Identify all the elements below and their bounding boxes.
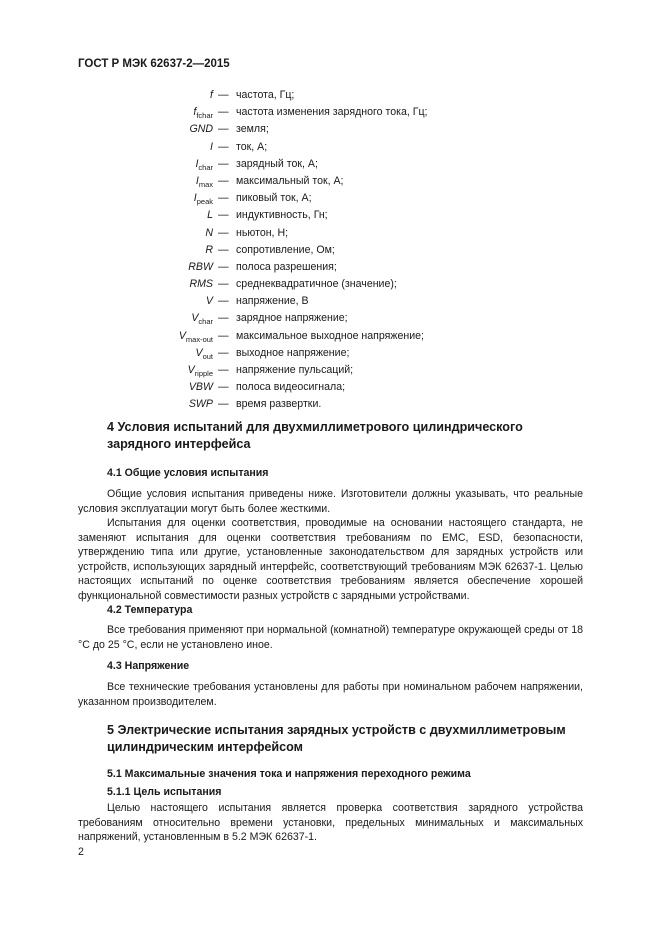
symbol-description: напряжение, В (236, 295, 309, 308)
symbol-description: ньютон, Н; (236, 226, 289, 239)
symbol-row: $I_{peak}$ — пиковый ток, А; (193, 192, 312, 207)
symbol: RBW (188, 260, 213, 273)
symbol: $V_{ripple}$ (187, 364, 213, 378)
symbol-row: L — индуктивность, Гн; (207, 209, 328, 222)
symbol-row: $I_{max}$ — максимальный ток, А; (195, 174, 344, 189)
section-5-heading: 5 Электрические испытания зарядных устройств с двухмиллиметровым цилиндрическим интерфейсом (107, 723, 566, 754)
paragraph: Испытания для оценки соответствия, проводимые на основании настоящего стандарта, не заменяют испытания для оценки соответствия требованиям по EMC, ESD, безопасности, утверждению типа или другие, установленные законодательством для зарядных устройств или устройств, использующих зарядный интерфейс, соответствующий требованиям МЭК 62637-1. Целью настоящих испытаний по оценке соответствия требованиям является обеспечение хорошей функциональной совместимости разных устройств с зарядными устройствами. (78, 517, 583, 602)
symbol-description: максимальное выходное напряжение; (236, 329, 425, 342)
symbol: f (210, 89, 213, 101)
symbol: RMS (189, 278, 213, 291)
symbol-row: RBW — полоса разрешения; (188, 260, 337, 273)
section-4-2-heading: 4.2 Температура (107, 604, 193, 616)
paragraph: Все требования применяют при нормальной (комнатной) температуре окружающей среды от 18 °C до 25 °C, если не установлено иное. (78, 624, 583, 651)
symbol-description: зарядный ток, А; (236, 157, 318, 170)
symbol: $I_{max}$ (195, 174, 213, 189)
symbol: V (205, 295, 213, 308)
symbol-row: SWP — время развертки. (188, 398, 322, 411)
symbol: I (210, 140, 213, 153)
symbol-row: V — напряжение, В (205, 295, 309, 308)
symbol-description: пиковый ток, А; (236, 192, 312, 205)
section-5-1-heading: 5.1 Максимальные значения тока и напряжения переходного режима (107, 768, 471, 780)
section-5-1-1-heading: 5.1.1 Цель испытания (107, 786, 222, 798)
symbol-description: полоса разрешения; (236, 260, 337, 273)
symbol: $V_{max-out}$ (178, 329, 213, 344)
symbol-description: частота изменения зарядного тока, Гц; (236, 106, 428, 119)
symbol-row: f — частота, Гц; (210, 89, 295, 101)
page-number: 2 (78, 846, 84, 858)
symbol-row: GND — земля; (189, 123, 269, 136)
section-4-3-heading: 4.3 Напряжение (107, 660, 190, 672)
symbol-row: $V_{char}$ — зарядное напряжение; (191, 312, 348, 327)
symbol-row: $V_{max-out}$ — максимальное выходное напряжение; (178, 329, 425, 344)
paragraph: Все технические требования установлены для работы при номинальном рабочем напряжении, указанном производителем. (78, 681, 583, 708)
symbol-list (78, 89, 598, 416)
symbol: $I_{peak}$ (193, 192, 213, 207)
symbol-row: VBW — полоса видеосигнала; (188, 381, 346, 394)
symbol-description: выходное напряжение; (236, 346, 350, 359)
symbol-row: N — ньютон, Н; (205, 226, 289, 239)
symbol: $f_{fchar}$ (193, 106, 213, 121)
symbol: $V_{char}$ (191, 312, 213, 327)
symbol-row: $V_{ripple}$ — напряжение пульсаций; (187, 364, 354, 378)
symbol-row: I — ток, А; (210, 140, 268, 153)
symbol-row: RMS — среднеквадратичное (значение); (189, 278, 397, 291)
symbol-row: $V_{out}$ — выходное напряжение; (195, 346, 350, 361)
section-4-1-heading: 4.1 Общие условия испытания (107, 467, 269, 479)
symbol-description: максимальный ток, А; (236, 174, 344, 187)
symbol-row: $I_{char}$ — зарядный ток, А; (195, 157, 318, 172)
symbol-description: земля; (236, 123, 269, 136)
symbol: VBW (188, 381, 213, 394)
symbol-row: $f_{fchar}$ — частота изменения зарядного тока, Гц; (193, 106, 428, 121)
symbol: SWP (188, 398, 213, 411)
symbol: L (207, 209, 213, 222)
symbol: N (205, 226, 213, 239)
symbol-description: ток, А; (236, 140, 268, 153)
symbol-description: среднеквадратичное (значение); (236, 278, 397, 291)
symbol: GND (189, 123, 213, 136)
symbol-row: R — сопротивление, Ом; (205, 243, 335, 256)
symbol: R (205, 243, 213, 256)
symbol: $V_{out}$ (195, 346, 213, 361)
document-header: ГОСТ Р МЭК 62637-2—2015 (78, 58, 230, 70)
symbol-description: индуктивность, Гн; (236, 209, 328, 222)
symbol-description: частота, Гц; (236, 89, 295, 101)
paragraph: Общие условия испытания приведены ниже. Изготовители должны указывать, что реальные условия эксплуатации могут быть более жесткими. (78, 488, 583, 515)
symbol-description: сопротивление, Ом; (236, 243, 335, 256)
symbol: $I_{char}$ (195, 157, 213, 172)
paragraph: Целью настоящего испытания является проверка соответствия зарядного устройства требованиям относительно времени установки, предельных минимальных и максимальных напряжений, установленным в 5.2 МЭК 62637-1. (78, 802, 583, 844)
symbol-description: зарядное напряжение; (236, 312, 348, 325)
symbol-description: напряжение пульсаций; (236, 364, 354, 376)
section-4-heading: 4 Условия испытаний для двухмиллиметрового цилиндрического зарядного интерфейса (107, 420, 523, 451)
symbol-description: время развертки. (236, 398, 322, 411)
symbol-description: полоса видеосигнала; (236, 381, 346, 394)
